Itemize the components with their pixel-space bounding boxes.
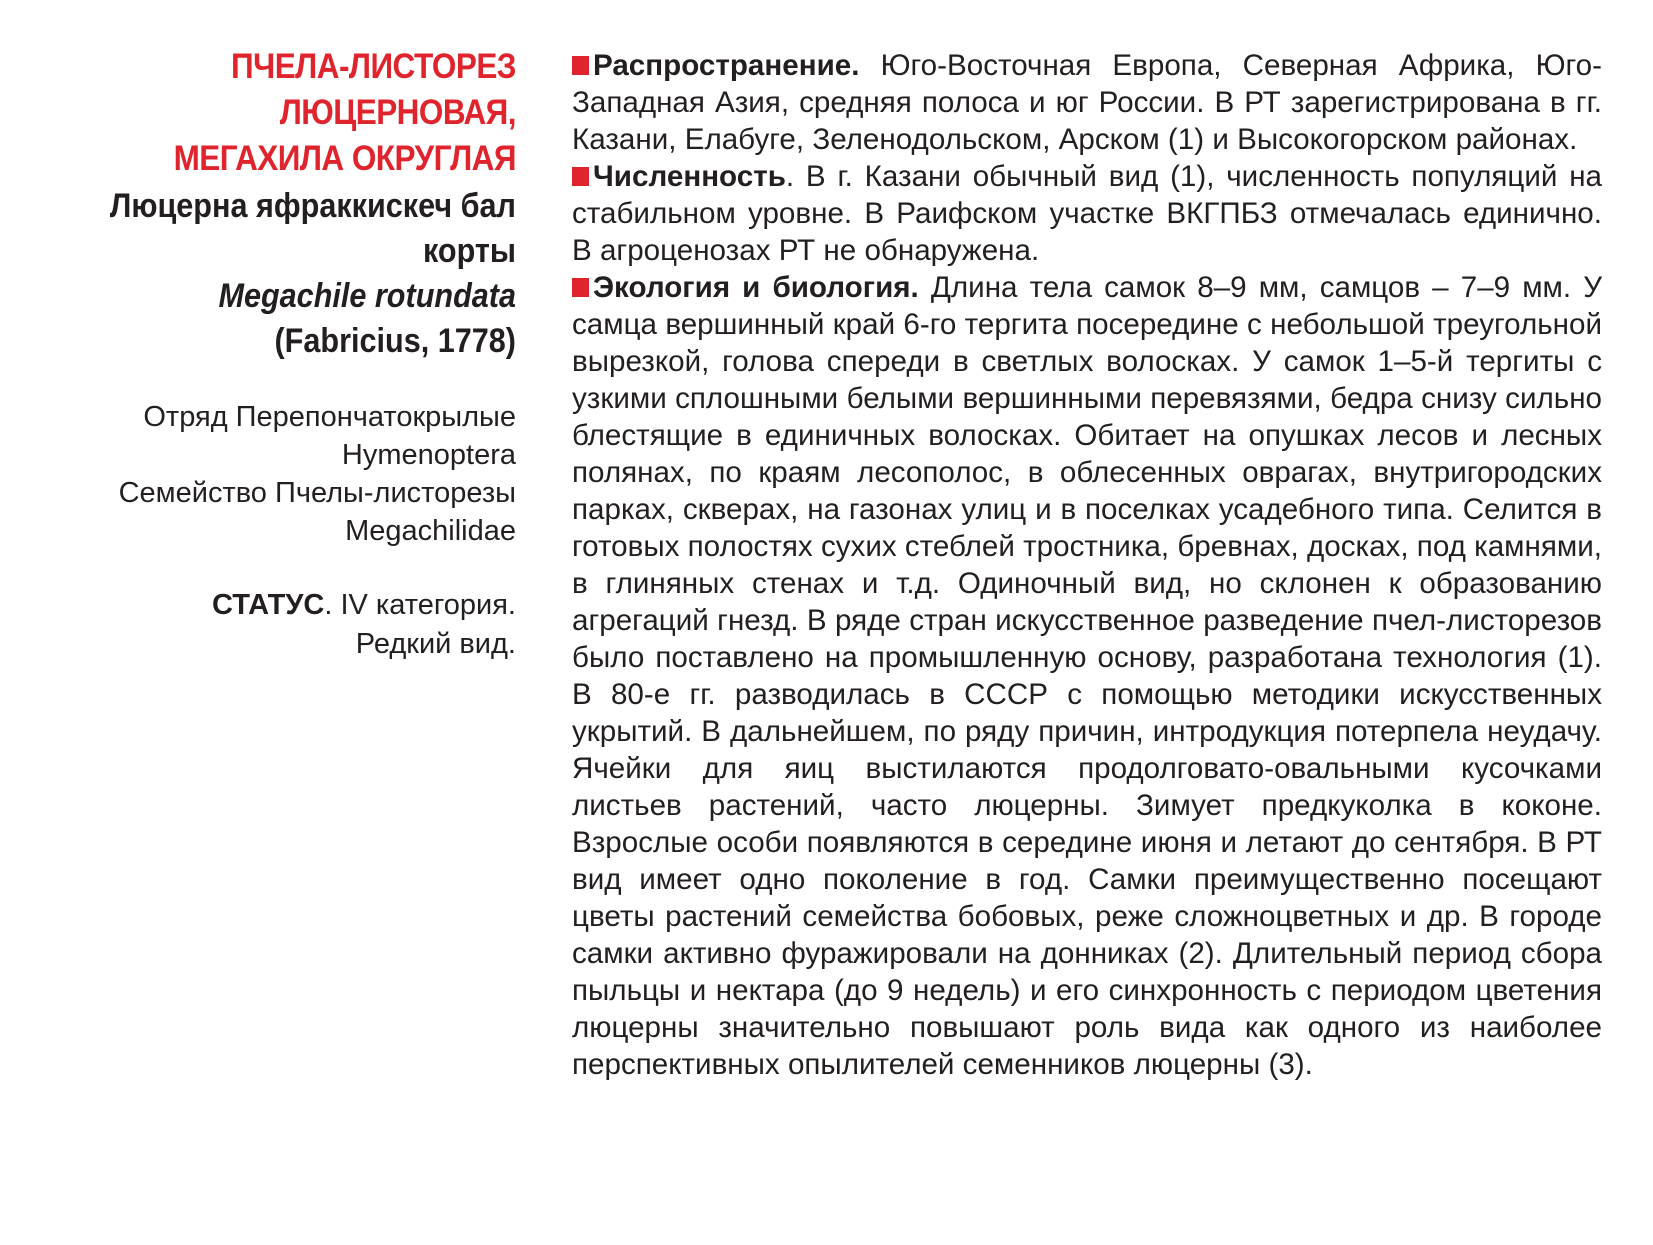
- title-tatar: [88, 184, 516, 274]
- status-line: [40, 586, 516, 625]
- status-rarity: Редкий вид.: [355, 628, 516, 660]
- title-russian-line: ЛЮЦЕРНОВАЯ,: [279, 93, 516, 132]
- species-header: [40, 44, 516, 664]
- section-text: Длина тела самок 8–9 мм, самцов – 7–9 мм. У самца вершинный край 6-го тергита посередине с небольшой треугольной вырезкой, голова спереди в светлых волосках. У самок 1–5-й тергиты с узкими сплошными белыми вершинными перевязями, бедра снизу сильно блестящие в единичных волосках. Обитает на опушках лесов и лесных полянах, по краям лесополос, в облесенных оврагах, внутригородских парках, скверах, на газонах улиц и в поселках усадебного типа. Селится в готовых полостях сухих стеблей тростника, бревнах, досках, под камнями, в глиняных стенах и т.д. Одиночный вид, но склонен к образованию агрегаций гнезд. В ряде стран искусственное разведение пчел-листорезов было поставлено на промышленную основу, разработана технология (1). В 80-е гг. разводилась в СССР с помощью методики искусственных укрытий. В дальнейшем, по ряду причин, интродукция потерпела неудачу. Ячейки для яиц выстилаются продолговато-овальными кусочками листьев растений, часто люцерны. Зимует предкуколка в коконе. Взрослые особи появляются в середине июня и летают до сентября. В РТ вид имеет одно поколение в год. Самки преимущественно посещают цветы растений семейства бобовых, реже сложноцветных и др. В городе самки активно фуражировали на донниках (2). Длительный период сбора пыльцы и нектара (до 9 недель) и его синхронность с периодом цветения люцерны значительно повышают роль вида как одного из наиболее перспективных опылителей семенников люцерны (3).: [572, 271, 1603, 1081]
- title-russian-line: МЕГАХИЛА ОКРУГЛАЯ: [173, 139, 516, 178]
- section-text: . В г. Казани обычный вид (1), численность популяций на стабильном уровне. В Раифском участке ВКГПБЗ отмечалась единично. В агроценозах РТ не обнаружена.: [572, 160, 1602, 267]
- order-russian: Отряд Перепончатокрылые: [143, 401, 516, 433]
- red-square-bullet-icon: [572, 167, 589, 186]
- order-latin: Hymenoptera: [341, 439, 516, 471]
- section-heading: Распространение.: [593, 49, 860, 82]
- species-author: (Fabricius, 1778): [274, 322, 516, 360]
- title-russian-line: ПЧЕЛА-ЛИСТОРЕЗ: [231, 47, 516, 86]
- species-description: [572, 47, 1602, 1083]
- conservation-status: [40, 586, 516, 664]
- status-label: СТАТУС: [212, 589, 325, 621]
- red-square-bullet-icon: [572, 278, 589, 297]
- taxonomy: [40, 398, 516, 550]
- latin-name: Megachile rotundata: [218, 277, 516, 315]
- section-distribution: [572, 47, 1602, 158]
- family-latin: Megachilidae: [345, 515, 516, 547]
- title-tatar-line: корты: [422, 232, 516, 270]
- family-russian: Семейство Пчелы-листорезы: [118, 477, 516, 509]
- section-heading: Численность: [593, 160, 786, 193]
- red-square-bullet-icon: [572, 56, 589, 75]
- section-text: Юго-Восточная Европа, Северная Африка, Юго-Западная Азия, средняя полоса и юг России. В РТ зарегистрирована в гг. Казани, Елабуге, Зеленодольском, Арском (1) и Высокогорском районах.: [572, 49, 1602, 156]
- status-category: . IV категория.: [324, 589, 516, 621]
- title-tatar-line: Люцерна яфраккискеч бал: [109, 187, 517, 225]
- section-ecology: [572, 269, 1602, 1083]
- section-abundance: [572, 158, 1602, 269]
- section-heading: Экология и биология.: [593, 271, 919, 304]
- title-russian: [88, 44, 516, 182]
